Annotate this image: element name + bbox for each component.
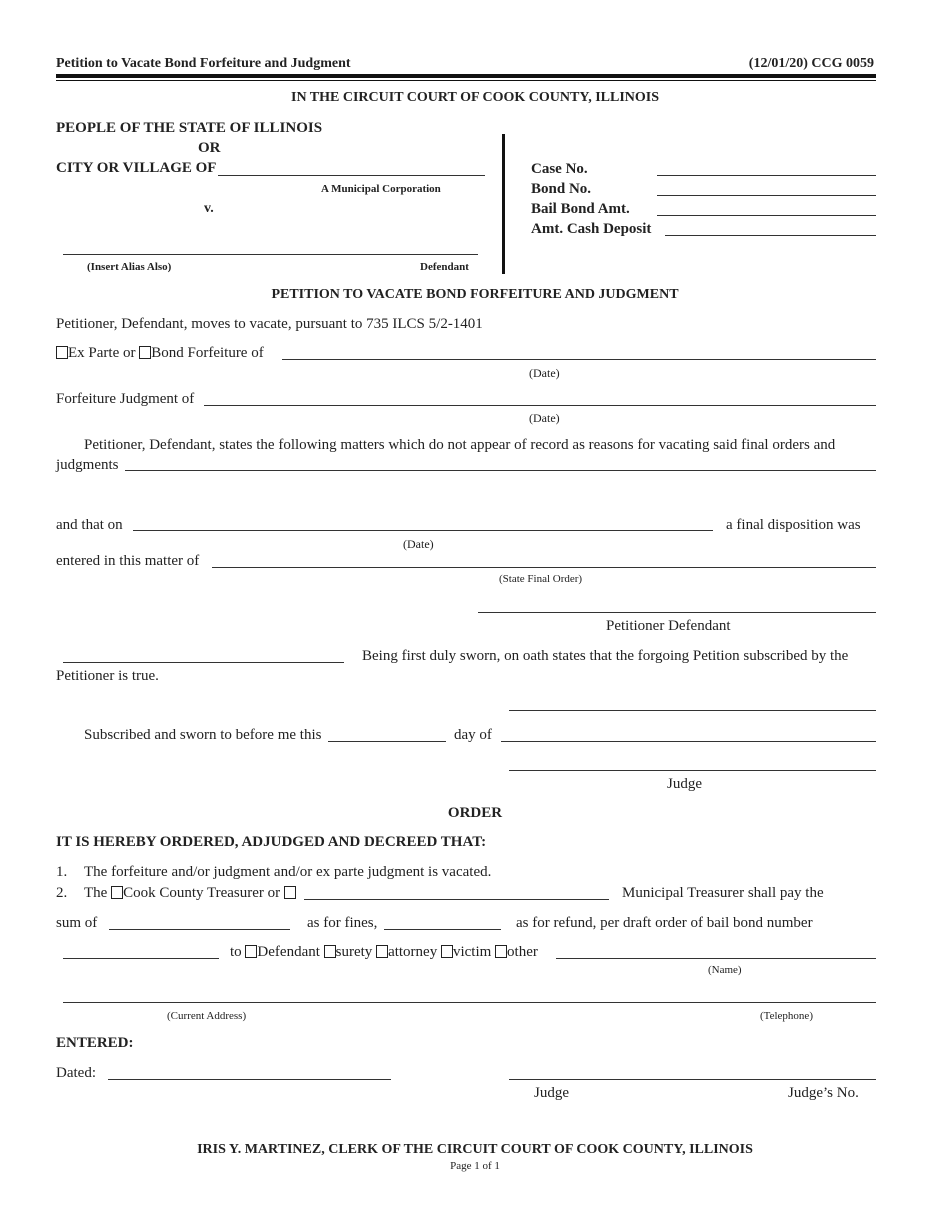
form-title: Petition to Vacate Bond Forfeiture and Judgment xyxy=(56,56,351,71)
bail-bond-label: Bail Bond Amt. xyxy=(531,201,630,217)
municipal-treasurer-text: Municipal Treasurer shall pay the xyxy=(622,885,824,901)
sum-of-label: sum of xyxy=(56,915,98,931)
order-heading: ORDER xyxy=(447,805,503,821)
form-code: (12/01/20) CCG 0059 xyxy=(748,56,874,71)
judge-signature-field-1[interactable] xyxy=(509,770,876,771)
current-address-caption: (Current Address) xyxy=(167,1010,247,1022)
states-text: Petitioner, Defendant, states the following matters which do not appear of record as reasons for vacating said final orders and xyxy=(84,437,836,453)
affiant-name-field[interactable] xyxy=(63,662,344,663)
petition-heading: PETITION TO VACATE BOND FORFEITURE AND JUDGMENT xyxy=(271,287,679,302)
sworn-day-field[interactable] xyxy=(328,741,446,742)
fines-label: as for fines, xyxy=(307,915,378,931)
entered-matter-label: entered in this matter of xyxy=(56,553,200,569)
notary-line-top[interactable] xyxy=(509,710,876,711)
item2-number: 2. xyxy=(56,885,68,901)
bond-forfeiture-checkbox[interactable] xyxy=(139,346,151,359)
ex-parte-row: Ex Parte or Bond Forfeiture of xyxy=(56,345,264,362)
judge-label-2: Judge xyxy=(534,1085,569,1101)
page-number: Page 1 of 1 xyxy=(450,1160,500,1172)
and-that-on-label: and that on xyxy=(56,517,123,533)
attorney-checkbox[interactable] xyxy=(376,945,388,958)
reasons-field[interactable] xyxy=(125,470,876,471)
item1-text: The forfeiture and/or judgment and/or ex parte judgment is vacated. xyxy=(84,864,492,880)
city-field[interactable] xyxy=(218,175,485,176)
bond-forfeiture-date-field[interactable] xyxy=(282,359,876,360)
other-checkbox[interactable] xyxy=(495,945,507,958)
refund-label: as for refund, per draft order of bail bond number xyxy=(516,915,813,931)
bond-no-field[interactable] xyxy=(657,195,876,196)
judgments-label: judgments xyxy=(56,457,119,473)
or-label: OR xyxy=(198,140,221,156)
date-caption-1: (Date) xyxy=(529,366,560,380)
municipal-name-field[interactable] xyxy=(304,899,609,900)
payee-name-field[interactable] xyxy=(556,958,876,959)
dated-label: Dated: xyxy=(56,1065,96,1081)
bail-bond-number-field[interactable] xyxy=(63,958,219,959)
city-label: CITY OR VILLAGE OF xyxy=(56,160,217,176)
disposition-date-field[interactable] xyxy=(133,530,713,531)
address-field[interactable] xyxy=(63,1002,876,1003)
dated-field[interactable] xyxy=(108,1079,391,1080)
item1-number: 1. xyxy=(56,864,68,880)
municipal-label: A Municipal Corporation xyxy=(321,183,441,195)
bail-bond-field[interactable] xyxy=(657,215,876,216)
entered-label: ENTERED: xyxy=(56,1035,134,1051)
forfeiture-judgment-label: Forfeiture Judgment of xyxy=(56,391,195,407)
refund-amount-field[interactable] xyxy=(384,929,501,930)
clerk-footer: IRIS Y. MARTINEZ, CLERK OF THE CIRCUIT COURT OF COOK COUNTY, ILLINOIS xyxy=(197,1142,753,1157)
case-no-label: Case No. xyxy=(531,161,588,177)
telephone-caption: (Telephone) xyxy=(760,1010,813,1022)
cash-deposit-label: Amt. Cash Deposit xyxy=(531,221,652,237)
petitioner-defendant-label: Petitioner Defendant xyxy=(606,618,731,634)
item2-row: The Cook County Treasurer or xyxy=(84,885,296,902)
defendant-checkbox[interactable] xyxy=(245,945,257,958)
alias-label: (Insert Alias Also) xyxy=(87,261,172,273)
case-no-field[interactable] xyxy=(657,175,876,176)
final-disposition-label: a final disposition was xyxy=(726,517,861,533)
cook-county-checkbox[interactable] xyxy=(111,886,123,899)
petitioner-signature-field[interactable] xyxy=(478,612,876,613)
defendant-label: Defendant xyxy=(420,261,469,273)
caption-divider xyxy=(502,134,505,274)
judges-no-label: Judge’s No. xyxy=(788,1085,859,1101)
payee-options: to Defendant surety attorney victim other xyxy=(230,944,538,960)
state-final-order-caption: (State Final Order) xyxy=(499,573,583,585)
date-caption-2: (Date) xyxy=(529,411,560,425)
judge-label-1: Judge xyxy=(667,776,702,792)
final-order-field[interactable] xyxy=(212,567,876,568)
day-of-label: day of xyxy=(454,727,492,743)
sworn-month-field[interactable] xyxy=(501,741,876,742)
forfeiture-judgment-date-field[interactable] xyxy=(204,405,876,406)
header-rule-thin xyxy=(56,80,876,81)
judge-signature-field-2[interactable] xyxy=(509,1079,876,1080)
victim-checkbox[interactable] xyxy=(441,945,453,958)
header-rule-thick xyxy=(56,74,876,78)
surety-checkbox[interactable] xyxy=(324,945,336,958)
ex-parte-checkbox[interactable] xyxy=(56,346,68,359)
people-label: PEOPLE OF THE STATE OF ILLINOIS xyxy=(56,120,323,136)
subscribed-label: Subscribed and sworn to before me this xyxy=(84,727,322,743)
defendant-field[interactable] xyxy=(63,254,478,255)
bond-no-label: Bond No. xyxy=(531,181,592,197)
name-caption: (Name) xyxy=(708,964,742,976)
court-title: IN THE CIRCUIT COURT OF COOK COUNTY, ILLINOIS xyxy=(291,90,659,105)
is-true-text: Petitioner is true. xyxy=(56,668,159,684)
fines-amount-field[interactable] xyxy=(109,929,290,930)
cash-deposit-field[interactable] xyxy=(665,235,876,236)
versus-label: v. xyxy=(204,201,214,216)
petition-intro: Petitioner, Defendant, moves to vacate, pursuant to 735 ILCS 5/2-1401 xyxy=(56,316,483,332)
decree-heading: IT IS HEREBY ORDERED, ADJUDGED AND DECREED THAT: xyxy=(56,834,487,850)
sworn-text: Being first duly sworn, on oath states that the forgoing Petition subscribed by the xyxy=(362,648,849,664)
date-caption-3: (Date) xyxy=(403,537,434,551)
municipal-checkbox[interactable] xyxy=(284,886,296,899)
